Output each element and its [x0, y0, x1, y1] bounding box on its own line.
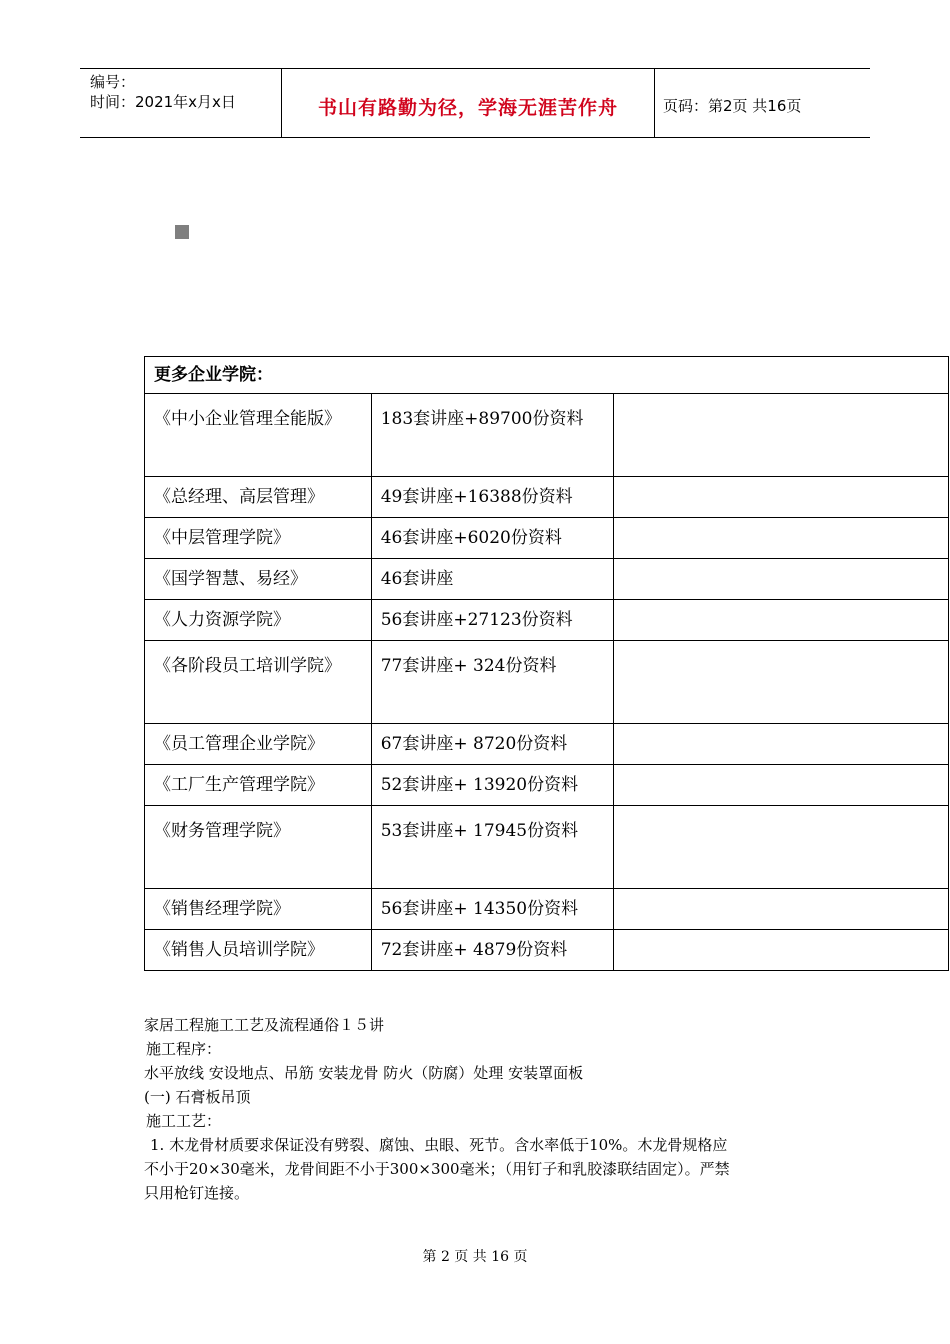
course-name: 《中小企业管理全能版》: [145, 394, 372, 477]
document-header: [80, 68, 870, 138]
table-row: [145, 930, 949, 971]
course-name: 《工厂生产管理学院》: [145, 765, 372, 806]
course-quantity: 183套讲座+89700份资料: [371, 394, 614, 477]
course-name: 《总经理、高层管理》: [145, 477, 372, 518]
paragraph-line: 1. 木龙骨材质要求保证没有劈裂、腐蚀、虫眼、死节。含水率低于10%。木龙骨规格应: [150, 1136, 728, 1154]
course-extra: [614, 806, 949, 889]
course-extra: [614, 641, 949, 724]
course-quantity: 46套讲座+6020份资料: [371, 518, 614, 559]
course-name: 《财务管理学院》: [145, 806, 372, 889]
header-motto-cell: [282, 69, 655, 137]
course-name: 《销售人员培训学院》: [145, 930, 372, 971]
course-name: 《国学智慧、易经》: [145, 559, 372, 600]
table-row: [145, 394, 949, 477]
body-text: [144, 1013, 834, 1205]
course-extra: [614, 765, 949, 806]
serial-label: 编号：: [90, 73, 136, 91]
paragraph-line: 不小于20×30毫米，龙骨间距不小于300×300毫米；（用钉子和乳胶漆联结固定）。严禁: [144, 1160, 730, 1178]
table-row: [145, 724, 949, 765]
procedure-label: 施工程序：: [146, 1040, 222, 1058]
craft-label: 施工工艺：: [146, 1112, 222, 1130]
course-extra: [614, 518, 949, 559]
table-row: [145, 559, 949, 600]
course-extra: [614, 889, 949, 930]
header-page-cell: [655, 69, 870, 137]
course-quantity: 53套讲座+ 17945份资料: [371, 806, 614, 889]
procedure-steps: 水平放线 安设地点、吊筋 安装龙骨 防火（防腐）处理 安装罩面板: [144, 1064, 584, 1082]
table-row: [145, 518, 949, 559]
course-quantity: 67套讲座+ 8720份资料: [371, 724, 614, 765]
table-row: [145, 765, 949, 806]
course-name: 《各阶段员工培训学院》: [145, 641, 372, 724]
table-row: [145, 600, 949, 641]
motto: 书山有路勤为径，学海无涯苦作舟: [317, 97, 618, 119]
course-extra: [614, 600, 949, 641]
course-quantity: 72套讲座+ 4879份资料: [371, 930, 614, 971]
course-quantity: 52套讲座+ 13920份资料: [371, 765, 614, 806]
course-extra: [614, 394, 949, 477]
square-bullet-icon: [175, 225, 189, 239]
course-quantity: 46套讲座: [371, 559, 614, 600]
table-row: [145, 889, 949, 930]
subsection-heading: (一) 石膏板吊顶: [144, 1088, 251, 1106]
paragraph-line: 只用枪钉连接。: [144, 1184, 250, 1202]
course-table: [144, 356, 949, 971]
course-name: 《中层管理学院》: [145, 518, 372, 559]
course-quantity: 56套讲座+27123份资料: [371, 600, 614, 641]
course-name: 《销售经理学院》: [145, 889, 372, 930]
course-name: 《人力资源学院》: [145, 600, 372, 641]
table-row: [145, 477, 949, 518]
course-quantity: 56套讲座+ 14350份资料: [371, 889, 614, 930]
course-extra: [614, 477, 949, 518]
course-quantity: 49套讲座+16388份资料: [371, 477, 614, 518]
table-row: [145, 806, 949, 889]
table-caption: 更多企业学院：: [145, 357, 949, 394]
page-footer: 第 2 页 共 16 页: [422, 1249, 528, 1265]
course-extra: [614, 930, 949, 971]
table-row: [145, 641, 949, 724]
section-title: 家居工程施工工艺及流程通俗１５讲: [144, 1016, 385, 1034]
date-line: 时间：2021年x月x日: [90, 93, 236, 111]
header-meta-cell: [80, 69, 282, 137]
course-extra: [614, 724, 949, 765]
course-extra: [614, 559, 949, 600]
course-name: 《员工管理企业学院》: [145, 724, 372, 765]
course-quantity: 77套讲座+ 324份资料: [371, 641, 614, 724]
page-info: 页码：第2页 共16页: [663, 97, 802, 115]
